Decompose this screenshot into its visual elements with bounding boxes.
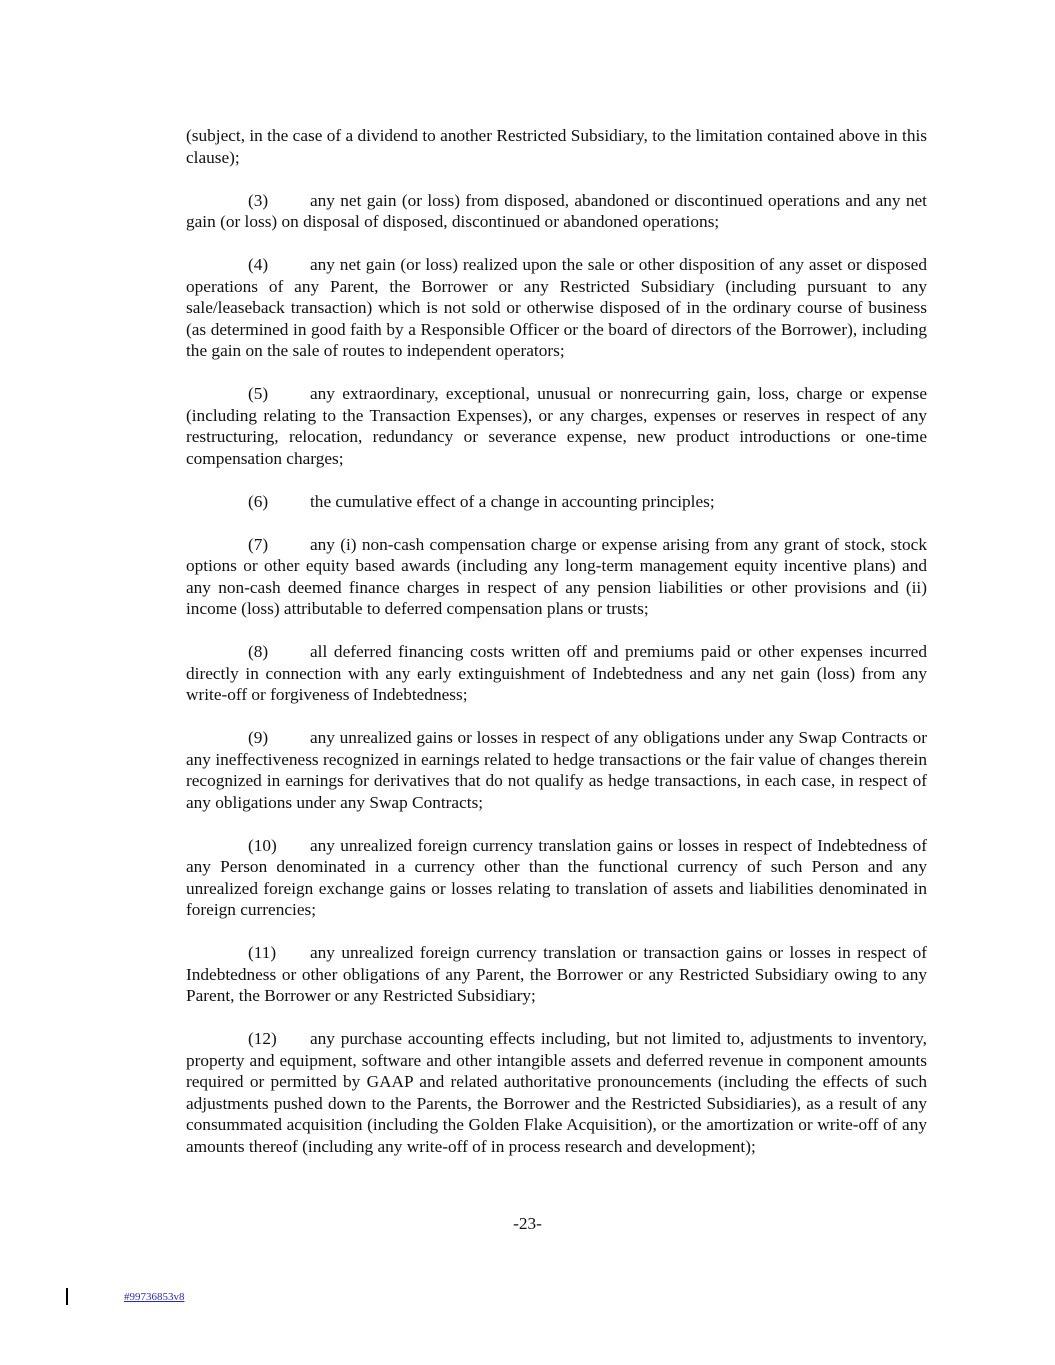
clause-number: (9) (248, 728, 269, 747)
clause-5 (186, 383, 927, 469)
clause-text: any unrealized gains or losses in respect of any obligations under any Swap Contracts or any ineffectiveness recognized in earnings related to hedge transactions or the fair value of changes therein recognized in earnings for derivatives that do not qualify as hedge transactions, in each case, in respect of any obligations under any Swap Contracts; (186, 728, 927, 812)
document-id-link[interactable]: #99736853v8 (124, 1291, 185, 1303)
clause-12 (186, 1028, 927, 1157)
clause-10 (186, 835, 927, 921)
clause-text: any (i) non-cash compensation charge or expense arising from any grant of stock, stock options or other equity based awards (including any long-term management equity incentive plans) and any non-cash deemed finance charges in respect of any pension liabilities or other provisions and (ii) income (loss) attributable to deferred compensation plans or trusts; (186, 534, 927, 618)
clause-text: any purchase accounting effects including, but not limited to, adjustments to inventory, property and equipment, software and other intangible assets and deferred revenue in component amounts required or permitted by GAAP and related authoritative pronouncements (including the effects of such adjustments pushed down to the Parents, the Borrower and the Restricted Subsidiaries), as a result of any consummated acquisition (including the Golden Flake Acquisition), or the amortization or write-off of any amounts thereof (including any write-off of in process research and development); (186, 1029, 927, 1156)
clause-text: any net gain (or loss) from disposed, abandoned or discontinued operations and any net gain (or loss) on disposal of disposed, discontinued or abandoned operations; (186, 190, 927, 231)
clause-8 (186, 641, 927, 706)
document-body (186, 125, 927, 1179)
clause-text: any unrealized foreign currency translation gains or losses in respect of Indebtedness of any Person denominated in a currency other than the functional currency of such Person and any unrealized foreign exchange gains or losses relating to translation of assets and liabilities denominated in foreign currencies; (186, 835, 927, 919)
clause-number: (10) (248, 835, 277, 855)
clause-9 (186, 727, 927, 813)
clause-number: (4) (248, 255, 269, 274)
clause-text: any unrealized foreign currency translation or transaction gains or losses in respect of Indebtedness or other obligations of any Parent, the Borrower or any Restricted Subsidiary owing to any Parent, the Borrower or any Restricted Subsidiary; (186, 943, 927, 1005)
clause-number: (5) (248, 384, 269, 403)
clause-text: any extraordinary, exceptional, unusual or nonrecurring gain, loss, charge or expense (including relating to the Transaction Expenses), or any charges, expenses or reserves in respect of any restructuring, relocation, redundancy or severance expense, new product introductions or one-time compensation charges; (186, 384, 927, 468)
clause-number: (8) (248, 642, 269, 661)
clause-number: (3) (248, 190, 269, 210)
clause-text: the cumulative effect of a change in accounting principles; (310, 491, 715, 511)
revision-change-bar (66, 1288, 68, 1305)
page-number: -23- (513, 1214, 542, 1233)
clause-text: any net gain (or loss) realized upon the sale or other disposition of any asset or disposed operations of any Parent, the Borrower or any Restricted Subsidiary (including pursuant to any sale/leaseback transaction) which is not sold or otherwise disposed of in the ordinary course of business (as determined in good faith by a Responsible Officer or the board of directors of the Borrower), including the gain on the sale of routes to independent operators; (186, 255, 927, 360)
clause-7 (186, 534, 927, 620)
clause-number: (11) (248, 943, 277, 962)
clause-number: (7) (248, 534, 269, 554)
clause-11 (186, 942, 927, 1007)
clause-3 (186, 190, 927, 233)
clause-4 (186, 254, 927, 362)
clause-text: all deferred financing costs written off and premiums paid or other expenses incurred directly in connection with any early extinguishment of Indebtedness and any net gain (loss) from any write-off or forgiveness of Indebtedness; (186, 642, 927, 704)
clause-number: (6) (248, 491, 269, 511)
intro-paragraph: (subject, in the case of a dividend to another Restricted Subsidiary, to the limitation contained above in this clause); (186, 126, 927, 167)
clause-number: (12) (248, 1029, 277, 1048)
clause-6 (186, 491, 927, 513)
